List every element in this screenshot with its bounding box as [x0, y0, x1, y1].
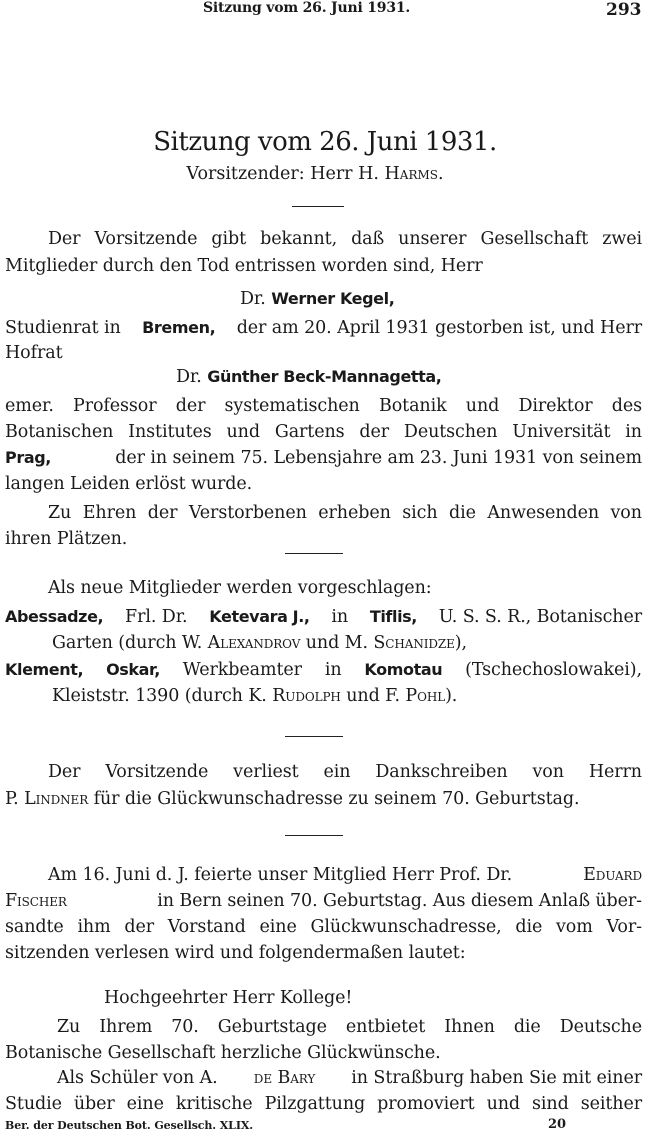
word: Vorstand [167, 917, 246, 937]
new-members-intro: Als neue Mitglieder werden vorgeschlagen: [48, 578, 432, 598]
letter-salutation: Hochgeehrter Herr Kollege! [104, 988, 353, 1008]
word: Vor- [606, 917, 642, 937]
word: und [226, 422, 260, 442]
person-2-line-3: Prag, der in seinem 75. Lebensjahre am 23. Juni 1931 von seinem [5, 448, 642, 468]
congrats-line-2: Botanische Gesellschaft herzliche Glückwünsche. [5, 1043, 441, 1063]
word: emer. [5, 396, 54, 416]
de-bary-name: de Bary [253, 1068, 316, 1088]
word: daß [351, 229, 385, 249]
word: Gesellschaft [480, 229, 589, 249]
word: und [486, 1094, 521, 1114]
word: verliest [233, 762, 299, 782]
member-2-surname: Klement, [5, 660, 84, 679]
word: 70. [171, 1017, 199, 1037]
running-title: Sitzung vom 26. Juni 1931. [203, 0, 411, 16]
word: Geburtstage [217, 1017, 327, 1037]
word: Institutes [128, 422, 212, 442]
member-2-referee-1: Rudolph [272, 686, 341, 706]
word: Herrn [588, 762, 642, 782]
journal-footer: Ber. der Deutschen Bot. Gesellsch. XLIX. [5, 1119, 254, 1132]
section-rule-2 [285, 736, 343, 737]
word: Botanischen [5, 422, 114, 442]
word: systematischen [224, 396, 360, 416]
birthday-line-1: Am 16. Juni d. J. feierte unser Mitglied Herr Prof. Dr. Eduard [48, 865, 642, 885]
member-1-referee-1: Alexandrov [207, 633, 301, 653]
place-komotau: Komotau [364, 660, 443, 679]
chair-line [0, 164, 630, 184]
word: über [73, 1094, 115, 1114]
word: sich [402, 503, 438, 523]
word: von [532, 762, 564, 782]
word: Vorsitzende [105, 762, 209, 782]
word: der [175, 396, 206, 416]
person-1-name: Werner Kegel, [271, 289, 395, 308]
word: in [625, 422, 642, 442]
honor-line-2: ihren Plätzen. [5, 529, 128, 549]
member-2-line-1: Klement, Oskar, Werkbeamter in Komotau (Tschechoslowakei), [5, 660, 642, 680]
person-1-line-2: Hofrat [5, 343, 63, 363]
word: eine [259, 917, 297, 937]
word: Pilzgattung [264, 1094, 366, 1114]
word: von [610, 503, 642, 523]
word: erheben [318, 503, 391, 523]
place-tiflis: Tiflis, [369, 607, 417, 626]
word: die [513, 1017, 541, 1037]
thanks-line-1 [48, 762, 642, 782]
word: sandte [5, 917, 64, 937]
word: des [611, 396, 642, 416]
member-2-given-name: Oskar, [106, 660, 160, 679]
session-title: Sitzung vom 26. Juni 1931. [153, 127, 497, 157]
member-1-line-2: Garten (durch W. Alexandrov und M. Schanidze), [52, 633, 467, 653]
word: der [359, 422, 390, 442]
title-rule [292, 206, 344, 207]
person-1-title: Dr. [240, 289, 266, 309]
member-1-given-name: Ketevara J., [209, 607, 310, 626]
student-line-1: Als Schüler von A. de Bary in Straßburg haben Sie mit einer [57, 1068, 642, 1088]
word: Deutschen [403, 422, 498, 442]
word: der [147, 503, 178, 523]
word: Botanik [378, 396, 447, 416]
word: kritische [175, 1094, 253, 1114]
member-2-line-2: Kleiststr. 1390 (durch K. Rudolph und F. Pohl). [52, 686, 458, 706]
thanks-line-2: P. Lindner für die Glückwunschadresse zu seinem 70. Geburtstag. [5, 789, 580, 809]
place-bremen: Bremen, [142, 318, 216, 337]
member-1-referee-2: Schanidze), [373, 633, 467, 653]
person-2-line-1 [5, 396, 642, 416]
word: Studie [5, 1094, 62, 1114]
fischer-surname: Fischer [5, 891, 67, 911]
running-header [203, 0, 410, 16]
word: gibt [211, 229, 247, 249]
word: die [448, 503, 476, 523]
birthday-line-4: sitzenden verlesen wird und folgendermaßen lautet: [5, 943, 466, 963]
word: Verstorbenen [188, 503, 307, 523]
person-2-title: Dr. [176, 367, 202, 387]
word: Professor [73, 396, 157, 416]
word: ein [323, 762, 351, 782]
word: Direktor [518, 396, 593, 416]
word: die [515, 917, 543, 937]
word: Der [48, 762, 81, 782]
fischer-given-name: Eduard [583, 865, 642, 885]
word: Dankschreiben [375, 762, 508, 782]
chair-label: Vorsitzender: Herr H. [186, 164, 379, 184]
section-rule-1 [285, 553, 343, 554]
honor-line-1 [48, 503, 642, 523]
deceased-person-2 [176, 367, 441, 387]
word: Vorsitzende [94, 229, 198, 249]
death-notice-line-2: Mitglieder durch den Tod entrissen worden sind, Herr [5, 256, 483, 276]
member-1-surname: Abessadze, [5, 607, 104, 626]
word: Glückwunschadresse, [310, 917, 502, 937]
member-2-referee-2: Pohl). [405, 686, 458, 706]
word: Deutsche [559, 1017, 642, 1037]
deceased-person-1 [240, 289, 394, 309]
section-rule-3 [285, 835, 343, 836]
word: seither [580, 1094, 642, 1114]
word: vom [556, 917, 593, 937]
word: und [465, 396, 500, 416]
page-number: 293 [606, 0, 642, 20]
word: zwei [602, 229, 642, 249]
student-line-2 [5, 1094, 642, 1114]
birthday-line-3 [5, 917, 642, 937]
word: entbietet [345, 1017, 426, 1037]
word: Ihrem [99, 1017, 153, 1037]
chair-name: Harms. [384, 164, 444, 184]
lindner-name: Lindner [24, 789, 89, 809]
word: ihm [77, 917, 111, 937]
person-2-line-4: langen Leiden erlöst wurde. [5, 474, 253, 494]
word: Ehren [82, 503, 137, 523]
word: promoviert [377, 1094, 475, 1114]
member-1-line-1: Abessadze, Frl. Dr. Ketevara J., in Tiflis, U. S. S. R., Botanischer [5, 607, 642, 627]
word: Universität [512, 422, 611, 442]
death-notice-line-1 [48, 229, 642, 249]
word: Ihnen [444, 1017, 495, 1037]
word: bekannt, [260, 229, 338, 249]
person-2-line-2 [5, 422, 642, 442]
word: der [124, 917, 154, 937]
word: Der [48, 229, 81, 249]
place-prag: Prag, [5, 448, 51, 467]
word: Zu [57, 1017, 81, 1037]
signature-mark: 20 [548, 1117, 567, 1132]
word: eine [126, 1094, 164, 1114]
birthday-line-2: Fischer in Bern seinen 70. Geburtstag. Aus diesem Anlaß über- [5, 891, 642, 911]
word: Zu [48, 503, 72, 523]
person-1-line-1: Studienrat in Bremen, der am 20. April 1931 gestorben ist, und Herr [5, 318, 642, 338]
word: Anwesenden [487, 503, 600, 523]
congrats-line-1 [57, 1017, 642, 1037]
word: sind [532, 1094, 569, 1114]
word: unserer [398, 229, 467, 249]
word: Gartens [274, 422, 345, 442]
person-2-name: Günther Beck-Mannagetta, [207, 367, 442, 386]
